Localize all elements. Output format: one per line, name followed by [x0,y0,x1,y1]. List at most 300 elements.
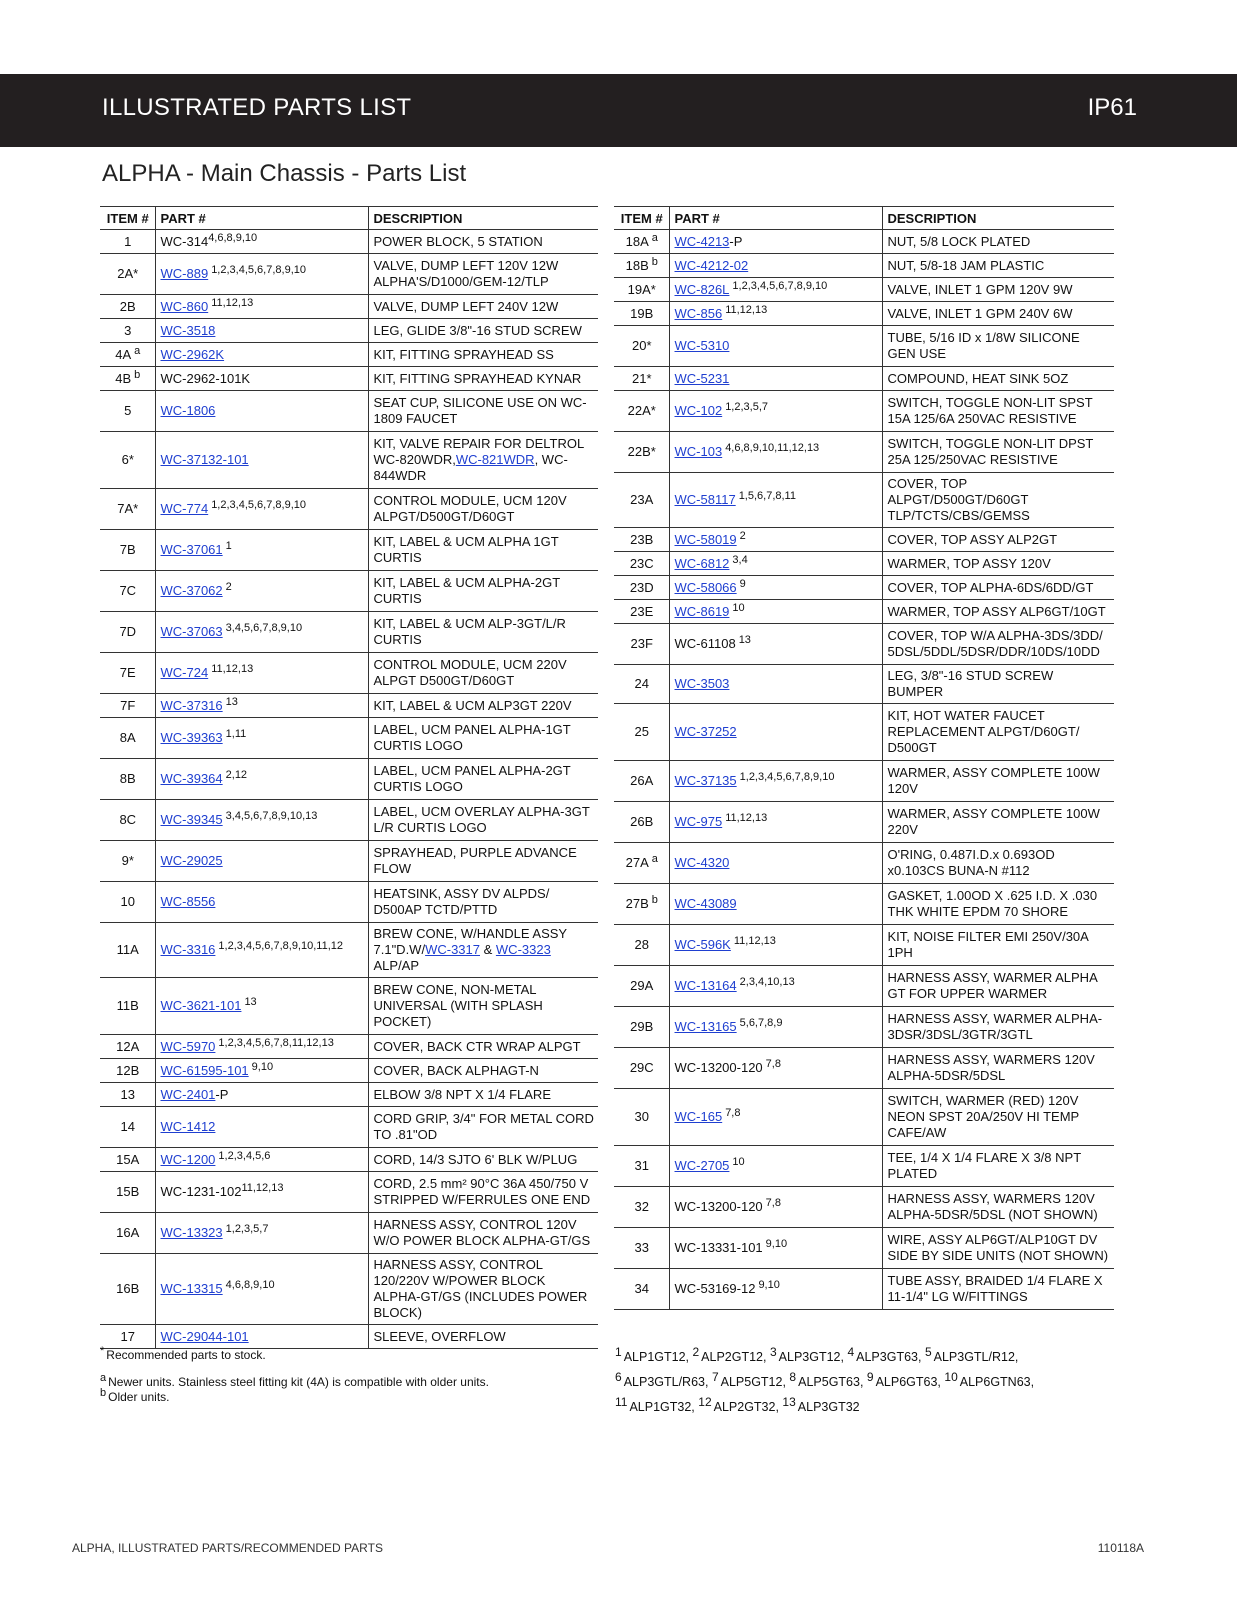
item-number-cell [100,978,155,1035]
model-name: ALP2GT32, [713,1400,783,1414]
part-number-link[interactable]: WC-4212-02 [674,257,749,273]
table-row [100,978,598,1035]
part-number-link[interactable]: WC-58066 [674,579,737,595]
table-row [614,1228,1114,1269]
part-number-link[interactable]: WC-37061 [160,542,223,557]
table-row [614,278,1114,302]
item-number-cell [614,843,669,884]
item-footnote-mark: a [651,853,658,865]
table-row [100,1083,598,1107]
part-number-link[interactable]: WC-1200 [160,1151,216,1167]
part-number-cell [669,884,882,925]
description-text: COVER, TOP ALPHA-6DS/6DD/GT [887,579,1094,595]
item-number-cell [614,1269,669,1310]
part-number-link[interactable]: WC-6812 [674,555,730,571]
table-row [614,624,1114,665]
description-text: POWER BLOCK, 5 STATION [373,233,543,249]
part-number-cell [155,800,368,841]
part-number-cell [669,1048,882,1089]
part-number-link[interactable]: WC-856 [674,305,723,321]
description-cell [882,391,1114,432]
item-footnote-mark: a [134,344,141,357]
item-number-cell [614,1007,669,1048]
table-row [100,230,598,254]
model-applicability-marks: 1,11 [225,728,247,740]
description-text: WIRE, ASSY ALP6GT/ALP10GT DV SIDE BY SIDE UNITS (NOT SHOWN) [887,1232,1109,1263]
model-key [615,1345,1034,1420]
table-row [100,1254,598,1325]
model-number: 4 [847,1345,855,1359]
item-number: 27A [625,855,649,870]
description-cell [368,1107,598,1148]
table-row [614,665,1114,704]
item-number: 23F [630,636,653,651]
part-number-cell [669,624,882,665]
item-number: 7F [120,697,136,713]
description-text: NUT, 5/8 LOCK PLATED [887,233,1031,249]
description-text: KIT, FITTING SPRAYHEAD SS [373,346,554,362]
table-row [100,882,598,923]
model-applicability-marks: 7,8 [725,1107,741,1119]
description-text: & [480,942,496,957]
part-number-link[interactable]: WC-3316 [160,942,216,957]
table-row [100,718,598,759]
part-number-cell [155,1059,368,1083]
part-number-link[interactable]: WC-13315 [160,1281,223,1296]
item-number-cell [100,1035,155,1059]
description-cell [882,624,1114,665]
part-number-cell [155,1172,368,1213]
item-number-cell [614,884,669,925]
footnote-mark: a [100,1372,107,1384]
description-text: TUBE, 5/16 ID x 1/8W SILICONE GEN USE [887,330,1080,361]
part-number-cell [155,923,368,978]
part-number-link[interactable]: WC-596K [674,937,731,952]
description-text: BREW CONE, NON-METAL UNIVERSAL (WITH SPLASH POCKET) [373,982,543,1029]
table-row [614,1089,1114,1146]
model-number: 6 [615,1370,622,1384]
description-text: LABEL, UCM OVERLAY ALPHA-3GT L/R CURTIS LOGO [373,804,590,835]
table-header-row [614,207,1114,230]
table-row [100,1213,598,1254]
description-text: KIT, LABEL & UCM ALPHA 1GT CURTIS [373,534,559,565]
description-text: COVER, TOP ALPGT/D500GT/D60GT TLP/TCTS/CBS/GEMSS [887,476,1030,523]
item-number-cell [614,761,669,802]
item-number: 31 [634,1158,649,1173]
description-cell [368,319,598,343]
model-applicability-marks: 5,6,7,8,9 [739,1017,783,1029]
part-number-link[interactable]: WC-8619 [674,603,730,619]
item-number: 7D [119,624,137,639]
table-row [614,1007,1114,1048]
table-row [614,367,1114,391]
description-text: HEATSINK, ASSY DV ALPDS/ D500AP TCTD/PTTD [373,886,550,917]
description-cell [882,552,1114,576]
part-number-link[interactable]: WC-37063 [160,624,223,639]
description-cell [882,761,1114,802]
description-cell [882,230,1114,254]
description-text: COMPOUND, HEAT SINK 5OZ [887,370,1069,386]
part-number-link[interactable]: WC-3621-101 [160,998,242,1013]
description-cell [368,694,598,718]
footnote-text: Recommended parts to stock. [106,1348,266,1362]
model-applicability-marks: 11,12,13 [211,663,254,675]
table-row [100,841,598,882]
model-applicability-marks: 1,2,3,4,5,6,7,8,9,10,11,12 [218,940,343,952]
part-number-link[interactable]: WC-8556 [160,894,216,909]
model-number: 13 [782,1395,796,1409]
description-cell [882,1269,1114,1310]
item-number: 8C [119,812,137,827]
part-number: WC-13200-120 [674,1060,763,1075]
model-name: ALP3GT32 [797,1400,860,1414]
model-name: ALP5GT63, [798,1375,867,1389]
part-number-cell [669,432,882,473]
part-number-link[interactable]: WC-39345 [160,812,223,827]
part-number-cell [155,978,368,1035]
description-cell [882,1146,1114,1187]
item-number: 20* [631,338,652,353]
model-key-line [615,1345,1034,1370]
model-applicability-marks: 2 [739,529,746,542]
part-number-link[interactable]: WC-2705 [674,1158,730,1173]
column-header-description: DESCRIPTION [882,207,1114,230]
description-text: LEG, GLIDE 3/8"-16 STUD SCREW [373,322,582,338]
description-text: VALVE, INLET 1 GPM 240V 6W [887,305,1073,321]
table-row [614,704,1114,761]
table-row [614,230,1114,254]
part-number-link[interactable]: WC-889 [160,266,209,281]
item-number-cell [614,473,669,528]
description-cell [368,343,598,367]
part-number-link[interactable]: WC-13323 [160,1225,223,1240]
part-reference-link[interactable]: WC-821WDR [455,452,535,467]
model-applicability-marks: 2,12 [225,769,248,781]
part-number-link[interactable]: WC-4320 [674,855,730,870]
description-cell [882,278,1114,302]
item-number-cell [100,1172,155,1213]
table-row [100,653,598,694]
footnotes [100,1345,489,1405]
description-text: , WC-844WDR [373,452,568,483]
item-number: 22A* [627,403,656,418]
part-number-link[interactable]: WC-5310 [674,338,730,353]
table-row [100,800,598,841]
part-number-link[interactable]: WC-102 [674,403,723,418]
table-row [100,254,598,295]
part-number-cell [155,1035,368,1059]
part-number-cell [155,841,368,882]
part-number-cell [155,718,368,759]
item-number: 18B [625,257,649,273]
item-number: 14 [120,1119,135,1134]
part-number-cell [669,367,882,391]
item-number-cell [100,1107,155,1148]
model-applicability-marks: 1,2,3,4,5,6,7,8,9,10 [732,279,828,292]
model-applicability-marks: 1,2,3,4,5,6,7,8,9,10 [739,771,835,783]
description-cell [882,925,1114,966]
part-number: WC-314 [160,233,209,249]
item-number-cell [100,1148,155,1172]
description-cell [368,489,598,530]
part-number-cell [669,230,882,254]
part-number-cell [669,552,882,576]
part-number-link[interactable]: WC-860 [160,298,209,314]
model-applicability-marks: 1,2,3,4,5,6 [218,1149,271,1162]
table-row [614,391,1114,432]
part-number-link[interactable]: WC-724 [160,665,209,680]
description-cell [882,1228,1114,1269]
table-row [614,600,1114,624]
item-footnote-mark: b [651,255,658,268]
item-number-cell [100,432,155,489]
model-number: 9 [866,1370,874,1384]
part-number-link[interactable]: WC-58117 [674,492,736,507]
item-number: 15B [116,1184,140,1199]
description-text: WARMER, ASSY COMPLETE 100W 220V [887,806,1100,837]
description-text: TEE, 1/4 X 1/4 FLARE X 3/8 NPT PLATED [887,1150,1081,1181]
part-number-link[interactable]: WC-58019 [674,531,737,547]
model-applicability-marks: 1,5,6,7,8,11 [738,490,796,502]
item-number: 1 [124,233,132,249]
part-number-link[interactable]: WC-103 [674,444,723,459]
description-text: HARNESS ASSY, CONTROL 120/220V W/POWER BLOCK ALPHA-GT/GS (INCLUDES POWER BLOCK) [373,1257,588,1320]
table-header-row [100,207,598,230]
part-number-cell [155,1148,368,1172]
item-number: 7A* [117,501,139,516]
model-applicability-marks: 11,12,13 [241,1182,284,1194]
item-number-cell [614,1146,669,1187]
item-number: 24 [634,676,649,691]
description-cell [368,1035,598,1059]
part-number-link[interactable]: WC-5970 [160,1038,216,1054]
item-number: 15A [116,1151,140,1167]
item-number-cell [100,1254,155,1325]
item-number-cell [100,343,155,367]
description-text: GASKET, 1.00OD X .625 I.D. X .030 THK WHITE EPDM 70 SHORE [887,888,1098,919]
part-number-link[interactable]: WC-39364 [160,771,223,786]
description-text: ALP/AP [373,958,420,973]
part-number-cell [155,367,368,391]
model-number: 3 [769,1345,777,1359]
part-number-link[interactable]: WC-37132-101 [160,452,249,467]
item-number: 6* [121,452,134,467]
part-number-cell [155,1254,368,1325]
part-number-link[interactable]: WC-3518 [160,322,216,338]
item-number: 8A [119,730,136,745]
description-text: SWITCH, TOGGLE NON-LIT DPST 25A 125/250VAC RESISTIVE [887,436,1094,467]
part-number-cell [669,1089,882,1146]
part-number-cell [155,1325,368,1349]
part-number-link[interactable]: WC-37316 [160,697,223,713]
part-number-cell [669,600,882,624]
part-number-link[interactable]: WC-39363 [160,730,223,745]
part-number-link[interactable]: WC-1806 [160,403,216,418]
part-number-cell [155,1083,368,1107]
model-name: ALP2GT12, [701,1350,770,1364]
item-number: 13 [120,1086,135,1102]
item-number: 18A [625,233,649,249]
table-row [100,295,598,319]
model-applicability-marks: 7,8 [765,1058,781,1070]
part-number-link[interactable]: WC-29044-101 [160,1328,249,1344]
description-text: COVER, BACK CTR WRAP ALPGT [373,1038,581,1054]
model-applicability-marks: 3,4,5,6,7,8,9,10,13 [225,810,318,822]
description-text: BREW CONE, W/HANDLE ASSY 7.1"D.W/ [373,926,567,957]
part-number-cell [669,802,882,843]
part-number-cell [669,278,882,302]
item-number-cell [614,966,669,1007]
part-number-cell [669,1187,882,1228]
table-row [614,966,1114,1007]
part-number-cell [155,254,368,295]
part-number: WC-13331-101 [674,1240,763,1255]
description-cell [882,966,1114,1007]
part-number: WC-1231-102 [160,1184,242,1199]
item-number: 23D [629,579,654,595]
part-number-link[interactable]: WC-2962K [160,346,225,362]
part-number-link[interactable]: WC-3503 [674,676,730,691]
part-number: WC-61108 [674,636,736,651]
table-row [614,552,1114,576]
table-row [100,530,598,571]
model-applicability-marks: 11,12,13 [211,296,254,309]
item-number-cell [614,391,669,432]
description-text: HARNESS ASSY, WARMERS 120V ALPHA-5DSR/5DSL (NOT SHOWN) [887,1191,1098,1222]
item-number: 9* [121,853,134,868]
item-number-cell [614,528,669,552]
item-footnote-mark: b [651,894,658,906]
table-row [614,326,1114,367]
model-applicability-marks: 2,3,4,10,13 [739,976,795,988]
table-row [100,1325,598,1349]
part-number-link[interactable]: WC-37252 [674,724,737,739]
part-number-cell [669,925,882,966]
model-applicability-marks: 3,4 [732,553,748,566]
item-number: 2B [119,298,136,314]
footnote-text: Older units. [108,1390,170,1404]
part-number-link[interactable]: WC-4213 [674,233,730,249]
model-applicability-marks: 1,2,3,5,7 [225,1223,269,1235]
model-applicability-marks: 9,10 [765,1238,788,1250]
footer-doc-title: ALPHA, ILLUSTRATED PARTS/RECOMMENDED PARTS [72,1541,383,1555]
table-row [614,761,1114,802]
item-number-cell [100,391,155,432]
item-number: 33 [634,1240,649,1255]
description-cell [368,230,598,254]
part-number-cell [155,759,368,800]
part-number-link[interactable]: WC-2401 [160,1086,216,1102]
description-text: SPRAYHEAD, PURPLE ADVANCE FLOW [373,845,577,876]
item-number: 5 [124,403,132,418]
item-number-cell [100,1325,155,1349]
model-applicability-marks: 1,2,3,4,5,6,7,8,9,10 [211,499,306,511]
part-number-cell [155,882,368,923]
description-cell [368,800,598,841]
description-text: SWITCH, WARMER (RED) 120V NEON SPST 20A/250V HI TEMP CAFE/AW [887,1093,1079,1140]
part-number-link[interactable]: WC-975 [674,814,723,829]
description-text: WARMER, ASSY COMPLETE 100W 120V [887,765,1100,796]
item-number: 28 [634,937,649,952]
part-number-cell [669,1228,882,1269]
model-applicability-marks: 1,2,3,4,5,6,7,8,9,10 [211,264,306,276]
column-header-part: PART # [155,207,368,230]
description-cell [882,254,1114,278]
description-text: CORD, 2.5 mm² 90°C 36A 450/750 V STRIPPED W/FERRULES ONE END [373,1176,591,1207]
model-name: ALP3GTL/R63, [623,1375,712,1389]
part-number-link[interactable]: WC-1412 [160,1119,216,1134]
description-text: ELBOW 3/8 NPT X 1/4 FLARE [373,1086,551,1102]
model-applicability-marks: 4,6,8,9,10 [208,231,258,244]
part-number-link[interactable]: WC-13164 [674,978,737,993]
table-row [614,802,1114,843]
part-number-link[interactable]: WC-43089 [674,896,737,911]
model-key-line [615,1395,1034,1420]
model-name: ALP5GT12, [720,1375,790,1389]
item-number-cell [100,923,155,978]
part-number-link[interactable]: WC-37062 [160,583,223,598]
part-number-link[interactable]: WC-826L [674,281,730,297]
part-number-link[interactable]: WC-5231 [674,370,730,386]
description-cell [368,653,598,694]
part-number-cell [669,1007,882,1048]
item-number-cell [614,367,669,391]
description-cell [368,759,598,800]
model-number: 12 [698,1395,712,1409]
part-number-suffix: -P [729,233,743,249]
part-number-link[interactable]: WC-13165 [674,1019,737,1034]
item-number: 16B [116,1281,140,1296]
description-text: HARNESS ASSY, WARMER ALPHA GT FOR UPPER WARMER [887,970,1098,1001]
item-number-cell [614,802,669,843]
description-cell [882,576,1114,600]
item-number-cell [100,571,155,612]
item-number: 27B [625,896,649,911]
item-number: 7C [119,583,137,598]
model-applicability-marks: 13 [738,634,751,646]
part-number-cell [669,576,882,600]
table-row [100,1059,598,1083]
part-number-link[interactable]: WC-61595-101 [160,1062,249,1078]
part-number-cell [669,704,882,761]
parts-table-right [614,206,1114,1310]
part-number-link[interactable]: WC-37135 [674,773,737,788]
model-applicability-marks: 9,10 [251,1060,274,1073]
part-number-link[interactable]: WC-29025 [160,853,223,868]
part-number-cell [155,530,368,571]
description-text: KIT, HOT WATER FAUCET REPLACEMENT ALPGT/D60GT/ D500GT [887,708,1080,755]
item-number-cell [100,489,155,530]
item-number-cell [614,600,669,624]
model-applicability-marks: 13 [244,996,257,1008]
part-number: WC-2962-101K [160,370,251,386]
item-number-cell [614,552,669,576]
model-name: ALP3GTL/R12, [933,1350,1019,1364]
model-applicability-marks: 4,6,8,9,10 [225,1279,275,1291]
item-number-cell [614,230,669,254]
part-number-link[interactable]: WC-165 [674,1109,723,1124]
table-row [614,843,1114,884]
column-header-part: PART # [669,207,882,230]
part-number-link[interactable]: WC-774 [160,501,209,516]
item-number-cell [614,624,669,665]
description-cell [368,1148,598,1172]
model-applicability-marks: 10 [732,1156,745,1168]
item-number-cell [100,653,155,694]
part-reference-link[interactable]: WC-3317 [425,942,480,957]
description-cell [368,978,598,1035]
part-reference-link[interactable]: WC-3323 [495,942,551,957]
